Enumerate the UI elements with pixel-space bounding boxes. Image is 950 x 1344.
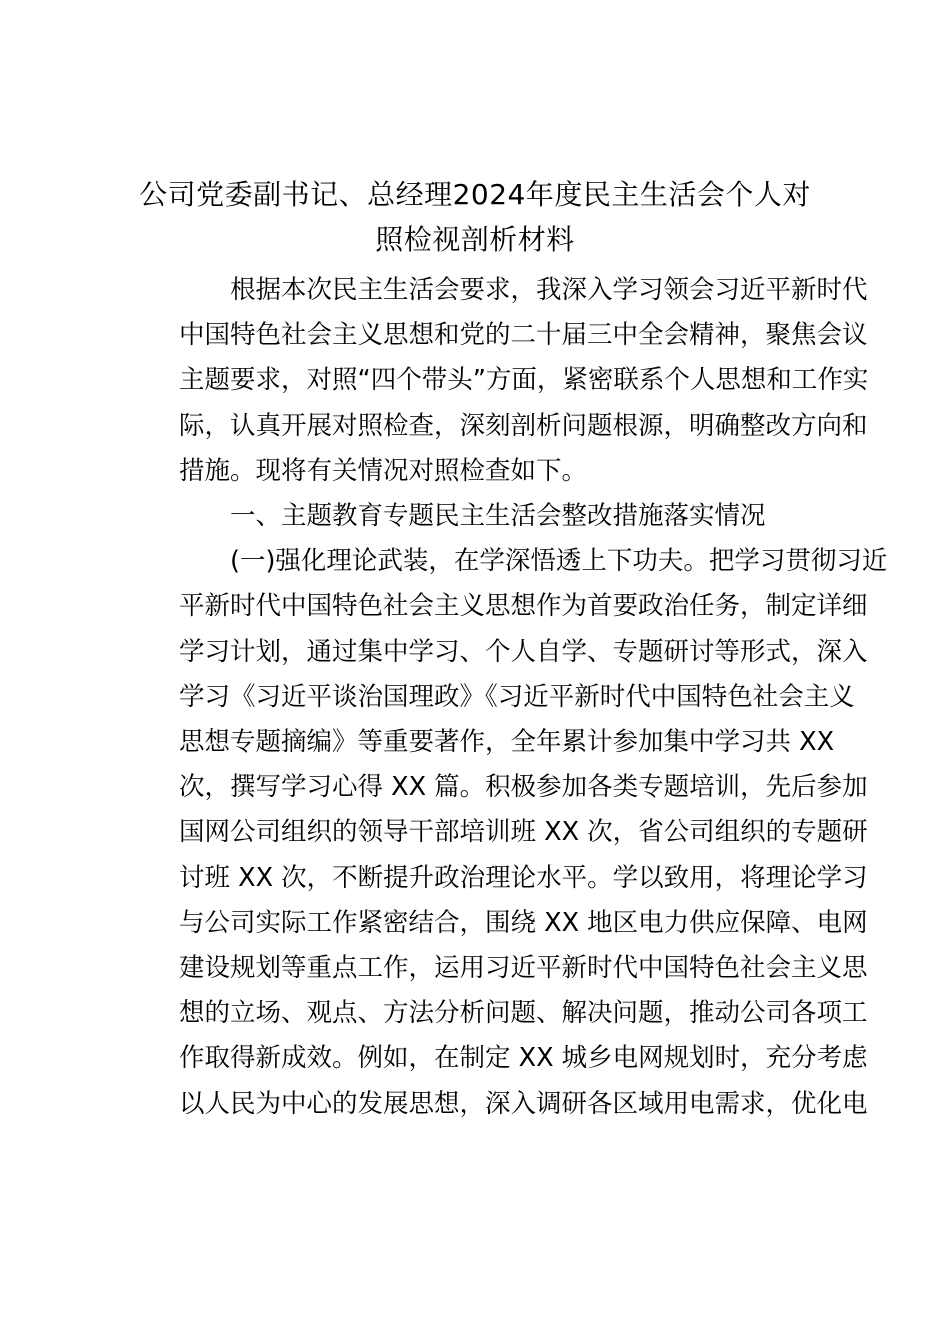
document-body (128, 268, 888, 1127)
text-line: (一)强化理论武装，在学深悟透上下功夫。把学习贯彻习近 (230, 546, 888, 577)
intro-paragraph (128, 268, 869, 494)
text-line: 与公司实际工作紧密结合，围绕 XX 地区电力供应保障、电网 (179, 907, 868, 938)
text-line: 以人民为中心的发展思想，深入调研各区域用电需求，优化电 (179, 1088, 868, 1119)
text-line: 次，撰写学习心得 XX 篇。积极参加各类专题培训，先后参加 (179, 772, 868, 803)
text-line: 讨班 XX 次，不断提升政治理论水平。学以致用，将理论学习 (179, 862, 868, 893)
section-paragraph (128, 539, 888, 1127)
title-line: 公司党委副书记、总经理2024年度民主生活会个人对 (139, 178, 811, 211)
text-line: 学习计划，通过集中学习、个人自学、专题研讨等形式，深入 (179, 636, 868, 667)
text-line: 措施。现将有关情况对照检查如下。 (179, 455, 588, 486)
title-line: 照检视剖析材料 (375, 223, 575, 256)
document-title (128, 172, 822, 262)
text-line: 一、主题教育专题民主生活会整改措施落实情况 (230, 501, 766, 532)
document-content (128, 172, 888, 1127)
text-line: 际，认真开展对照检查，深刻剖析问题根源，明确整改方向和 (179, 410, 868, 441)
text-line: 作取得新成效。例如，在制定 XX 城乡电网规划时，充分考虑 (179, 1043, 868, 1074)
text-line: 建设规划等重点工作，运用习近平新时代中国特色社会主义思 (179, 953, 868, 984)
text-line: 平新时代中国特色社会主义思想作为首要政治任务，制定详细 (179, 591, 868, 622)
text-line: 学习《习近平谈治国理政》《习近平新时代中国特色社会主义 (179, 681, 855, 712)
text-line: 想的立场、观点、方法分析问题、解决问题，推动公司各项工 (179, 998, 868, 1029)
text-line: 国网公司组织的领导干部培训班 XX 次，省公司组织的专题研 (179, 817, 868, 848)
text-line: 中国特色社会主义思想和党的二十届三中全会精神，聚焦会议 (179, 320, 868, 351)
text-line: 思想专题摘编》等重要著作，全年累计参加集中学习共 XX (179, 727, 835, 758)
text-line: 根据本次民主生活会要求，我深入学习领会习近平新时代 (230, 275, 868, 305)
section-heading (128, 494, 822, 539)
text-line: 主题要求，对照“四个带头”方面，紧密联系个人思想和工作实 (179, 365, 869, 396)
